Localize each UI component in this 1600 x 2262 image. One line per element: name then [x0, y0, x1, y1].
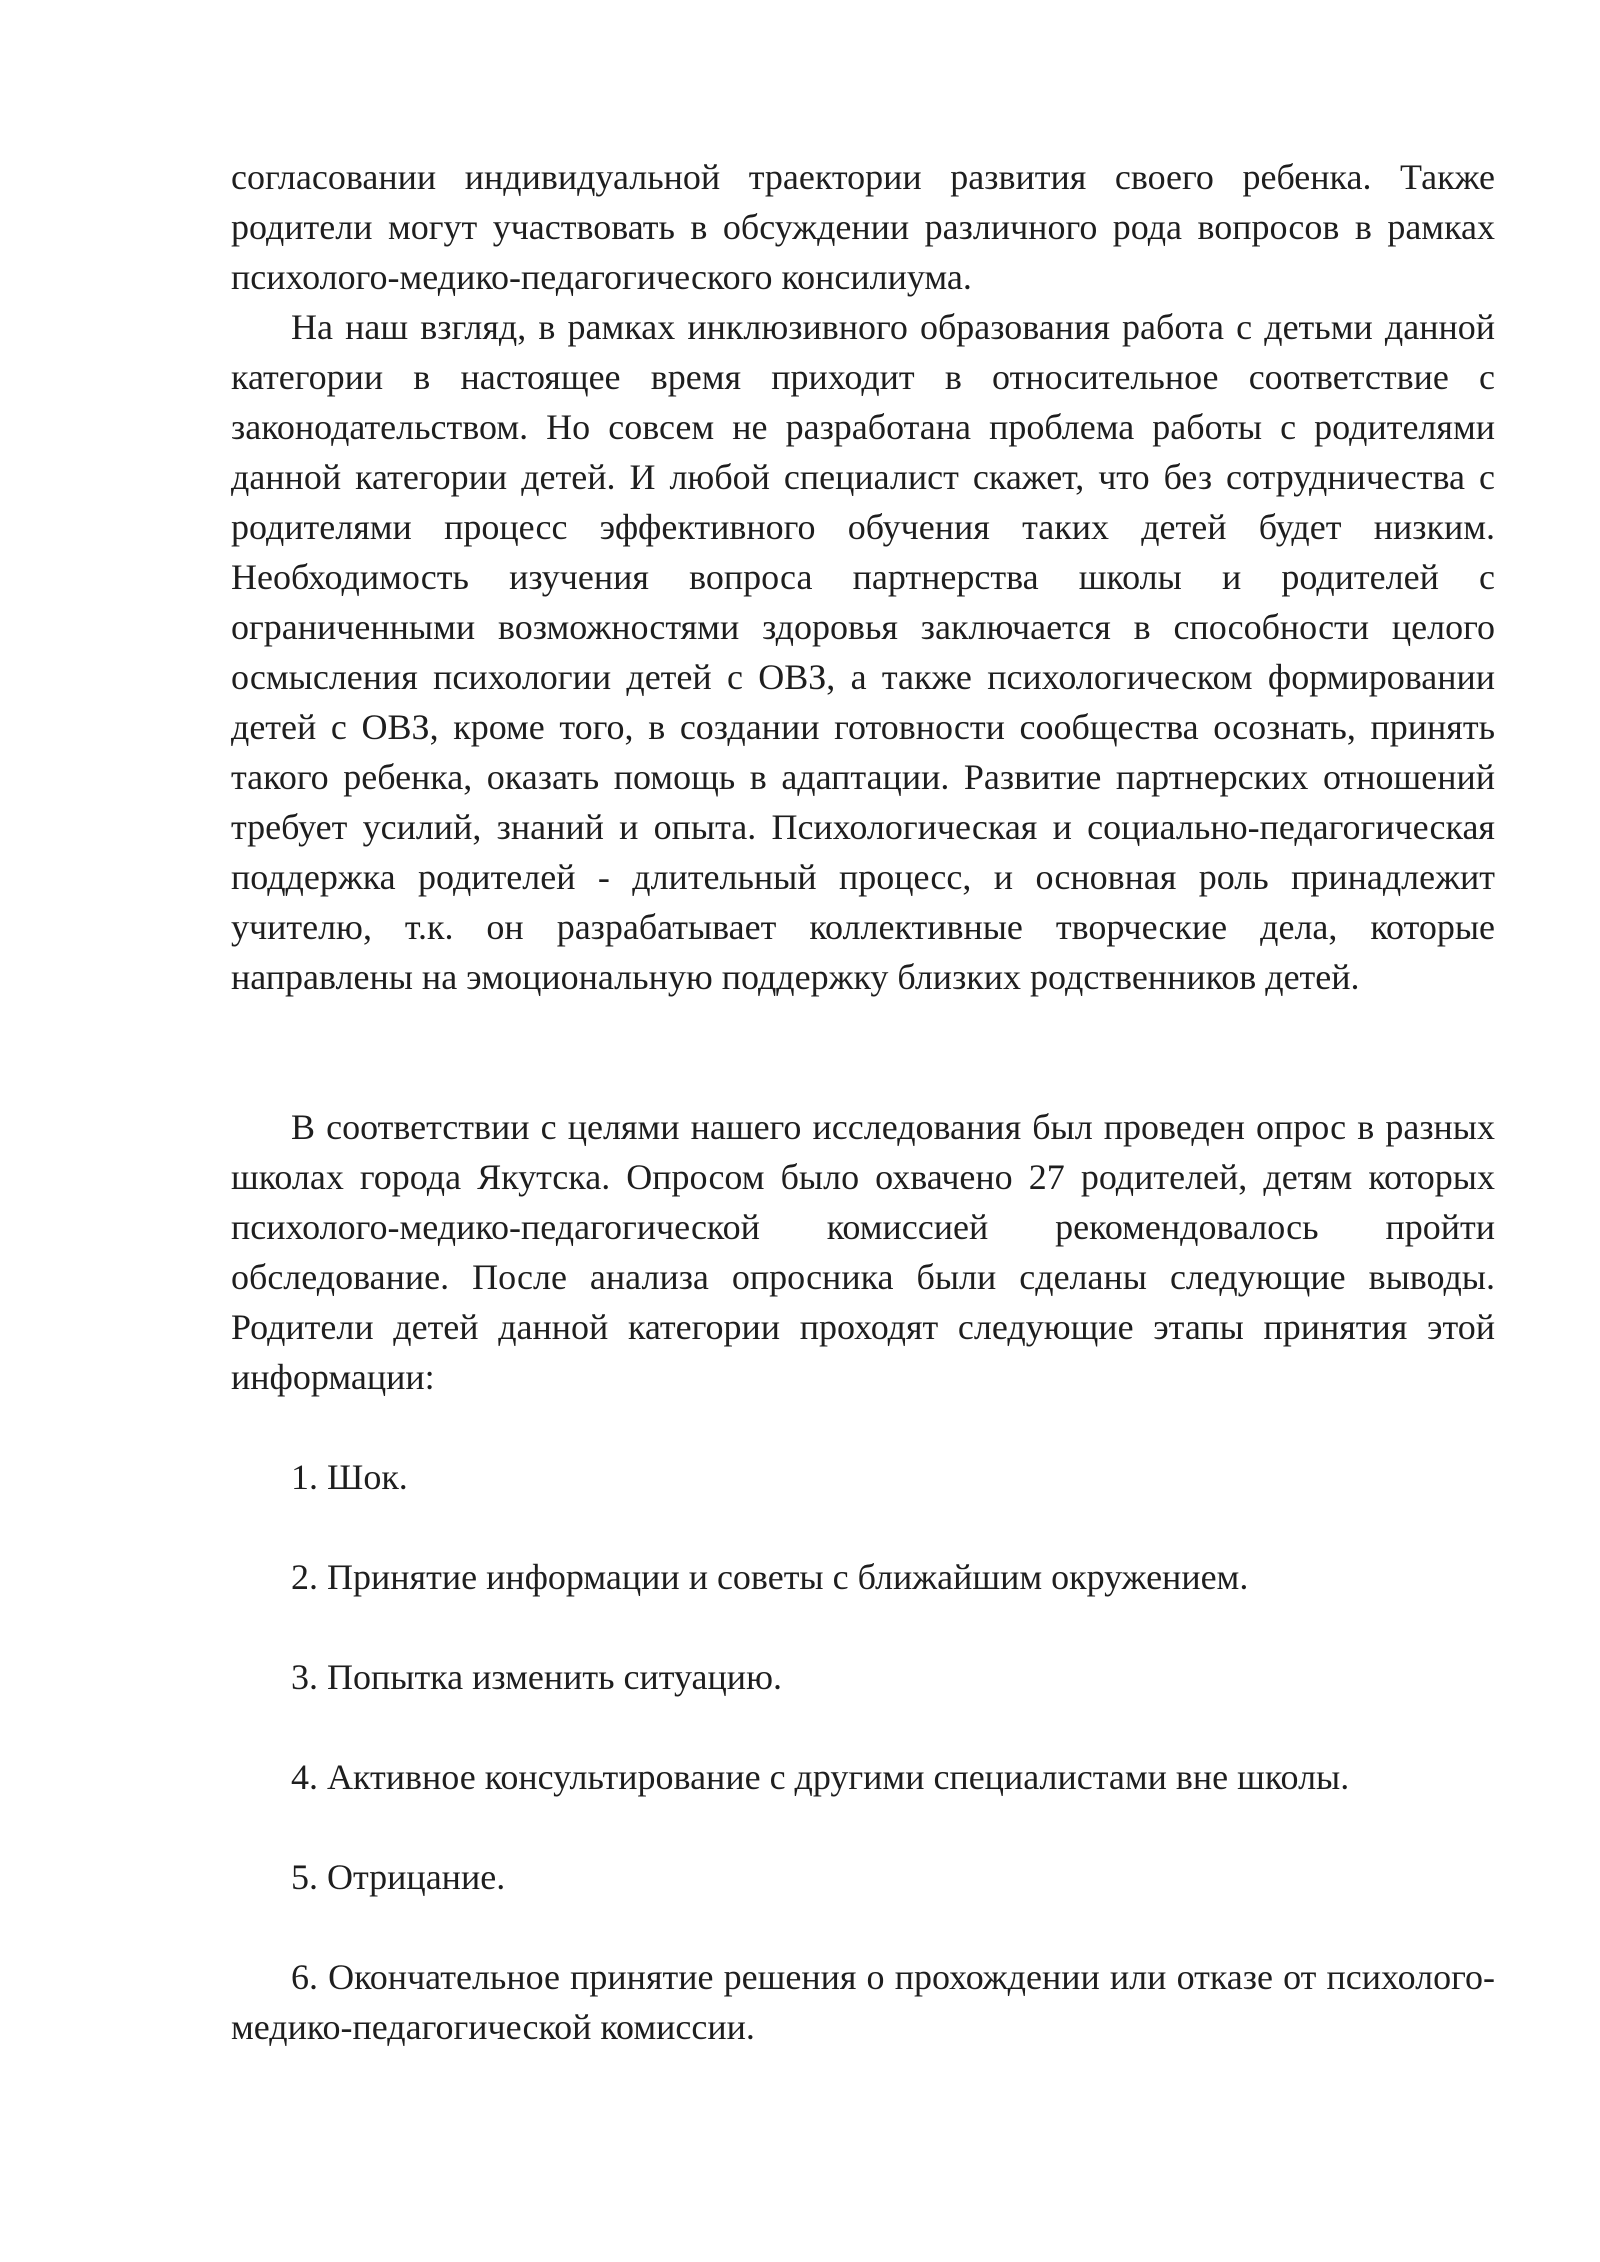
stage-item-1: 1. Шок. [291, 1457, 408, 1497]
paragraph-survey: В соответствии с целями нашего исследования был проведен опрос в разных школах города Якутска. Опросом было охвачено 27 родителей, детям которых психолого-медико-педагогической комиссией рекомендовалось пройти обследование. После анализа опросника были сделаны следующие выводы. Родители детей данной категории проходят следующие этапы принятия этой информации: [231, 1107, 1495, 1397]
stage-item-6: 6. Окончательное принятие решения о прохождении или отказе от психолого-медико-педагогической комиссии. [231, 1957, 1495, 2047]
stage-item-2: 2. Принятие информации и советы с ближайшим окружением. [291, 1557, 1249, 1597]
paragraph-view: На наш взгляд, в рамках инклюзивного образования работа с детьми данной категории в настоящее время приходит в относительное соответствие с законодательством. Но совсем не разработана проблема работы с родителями данной категории детей. И любой специалист скажет, что без сотрудничества с родителями процесс эффективного обучения таких детей будет низким. Необходимость изучения вопроса партнерства школы и родителей с ограниченными возможностями здоровья заключается в способности целого осмысления психологии детей с ОВЗ, а также психологическом формировании детей с ОВЗ, кроме того, в создании готовности сообщества осознать, принять такого ребенка, оказать помощь в адаптации. Развитие партнерских отношений требует усилий, знаний и опыта. Психологическая и социально-педагогическая поддержка родителей - длительный процесс, и основная роль принадлежит учителю, т.к. он разрабатывает коллективные творческие дела, которые направлены на эмоциональную поддержку близких родственников детей. [231, 307, 1495, 997]
stage-item-4: 4. Активное консультирование с другими специалистами вне школы. [291, 1757, 1350, 1797]
stage-item-5: 5. Отрицание. [291, 1857, 506, 1897]
stage-item-3: 3. Попытка изменить ситуацию. [291, 1657, 782, 1697]
paragraph-continued: согласовании индивидуальной траектории развития своего ребенка. Также родители могут участвовать в обсуждении различного рода вопросов в рамках психолого-медико-педагогического консилиума. [231, 157, 1495, 297]
